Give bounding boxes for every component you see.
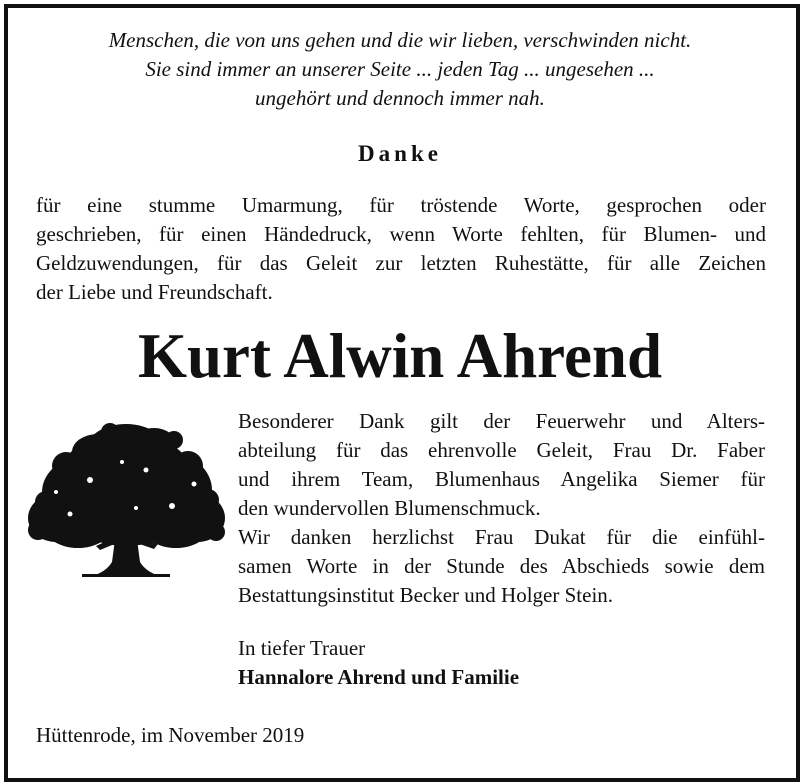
special-thanks-line: Besonderer Dank gilt der Feuerwehr und Alters-: [238, 409, 765, 433]
thanks-line: für eine stumme Umarmung, für tröstende Worte, gesprochen oder: [36, 193, 766, 217]
thanks-line: geschrieben, für einen Händedruck, wenn Worte fehlten, für Blumen- und: [36, 222, 766, 246]
poem: [0, 26, 800, 113]
family-signature: Hannalore Ahrend und Familie: [238, 665, 520, 689]
tree-silhouette-icon: [26, 422, 226, 580]
poem-line: ungehört und dennoch immer nah.: [255, 86, 545, 110]
thanks-paragraph: [36, 191, 766, 307]
special-thanks-line: den wundervollen Blumenschmuck.: [238, 496, 541, 520]
deceased-name: Kurt Alwin Ahrend: [138, 321, 662, 391]
special-thanks-line: Bestattungsinstitut Becker und Holger Stein.: [238, 583, 614, 607]
special-thanks-line: und ihrem Team, Blumenhaus Angelika Siemer für: [238, 467, 765, 491]
place-date: Hüttenrode, im November 2019: [36, 723, 305, 747]
poem-line: Menschen, die von uns gehen und die wir lieben, verschwinden nicht.: [108, 28, 692, 52]
thanks-line: der Liebe und Freundschaft.: [36, 280, 273, 304]
special-thanks-paragraph: [238, 407, 765, 610]
special-thanks-line: Wir danken herzlichst Frau Dukat für die einfühl-: [238, 525, 765, 549]
special-thanks-line: abteilung für das ehrenvolle Geleit, Frau Dr. Faber: [238, 438, 765, 462]
thanks-heading: Danke: [358, 141, 442, 166]
poem-line: Sie sind immer an unserer Seite ... jeden Tag ... ungesehen ...: [145, 57, 655, 81]
special-thanks-line: samen Worte in der Stunde des Abschieds sowie dem: [238, 554, 765, 578]
thanks-line: Geldzuwendungen, für das Geleit zur letzten Ruhestätte, für alle Zeichen: [36, 251, 766, 275]
mourning-phrase: In tiefer Trauer: [238, 636, 366, 660]
